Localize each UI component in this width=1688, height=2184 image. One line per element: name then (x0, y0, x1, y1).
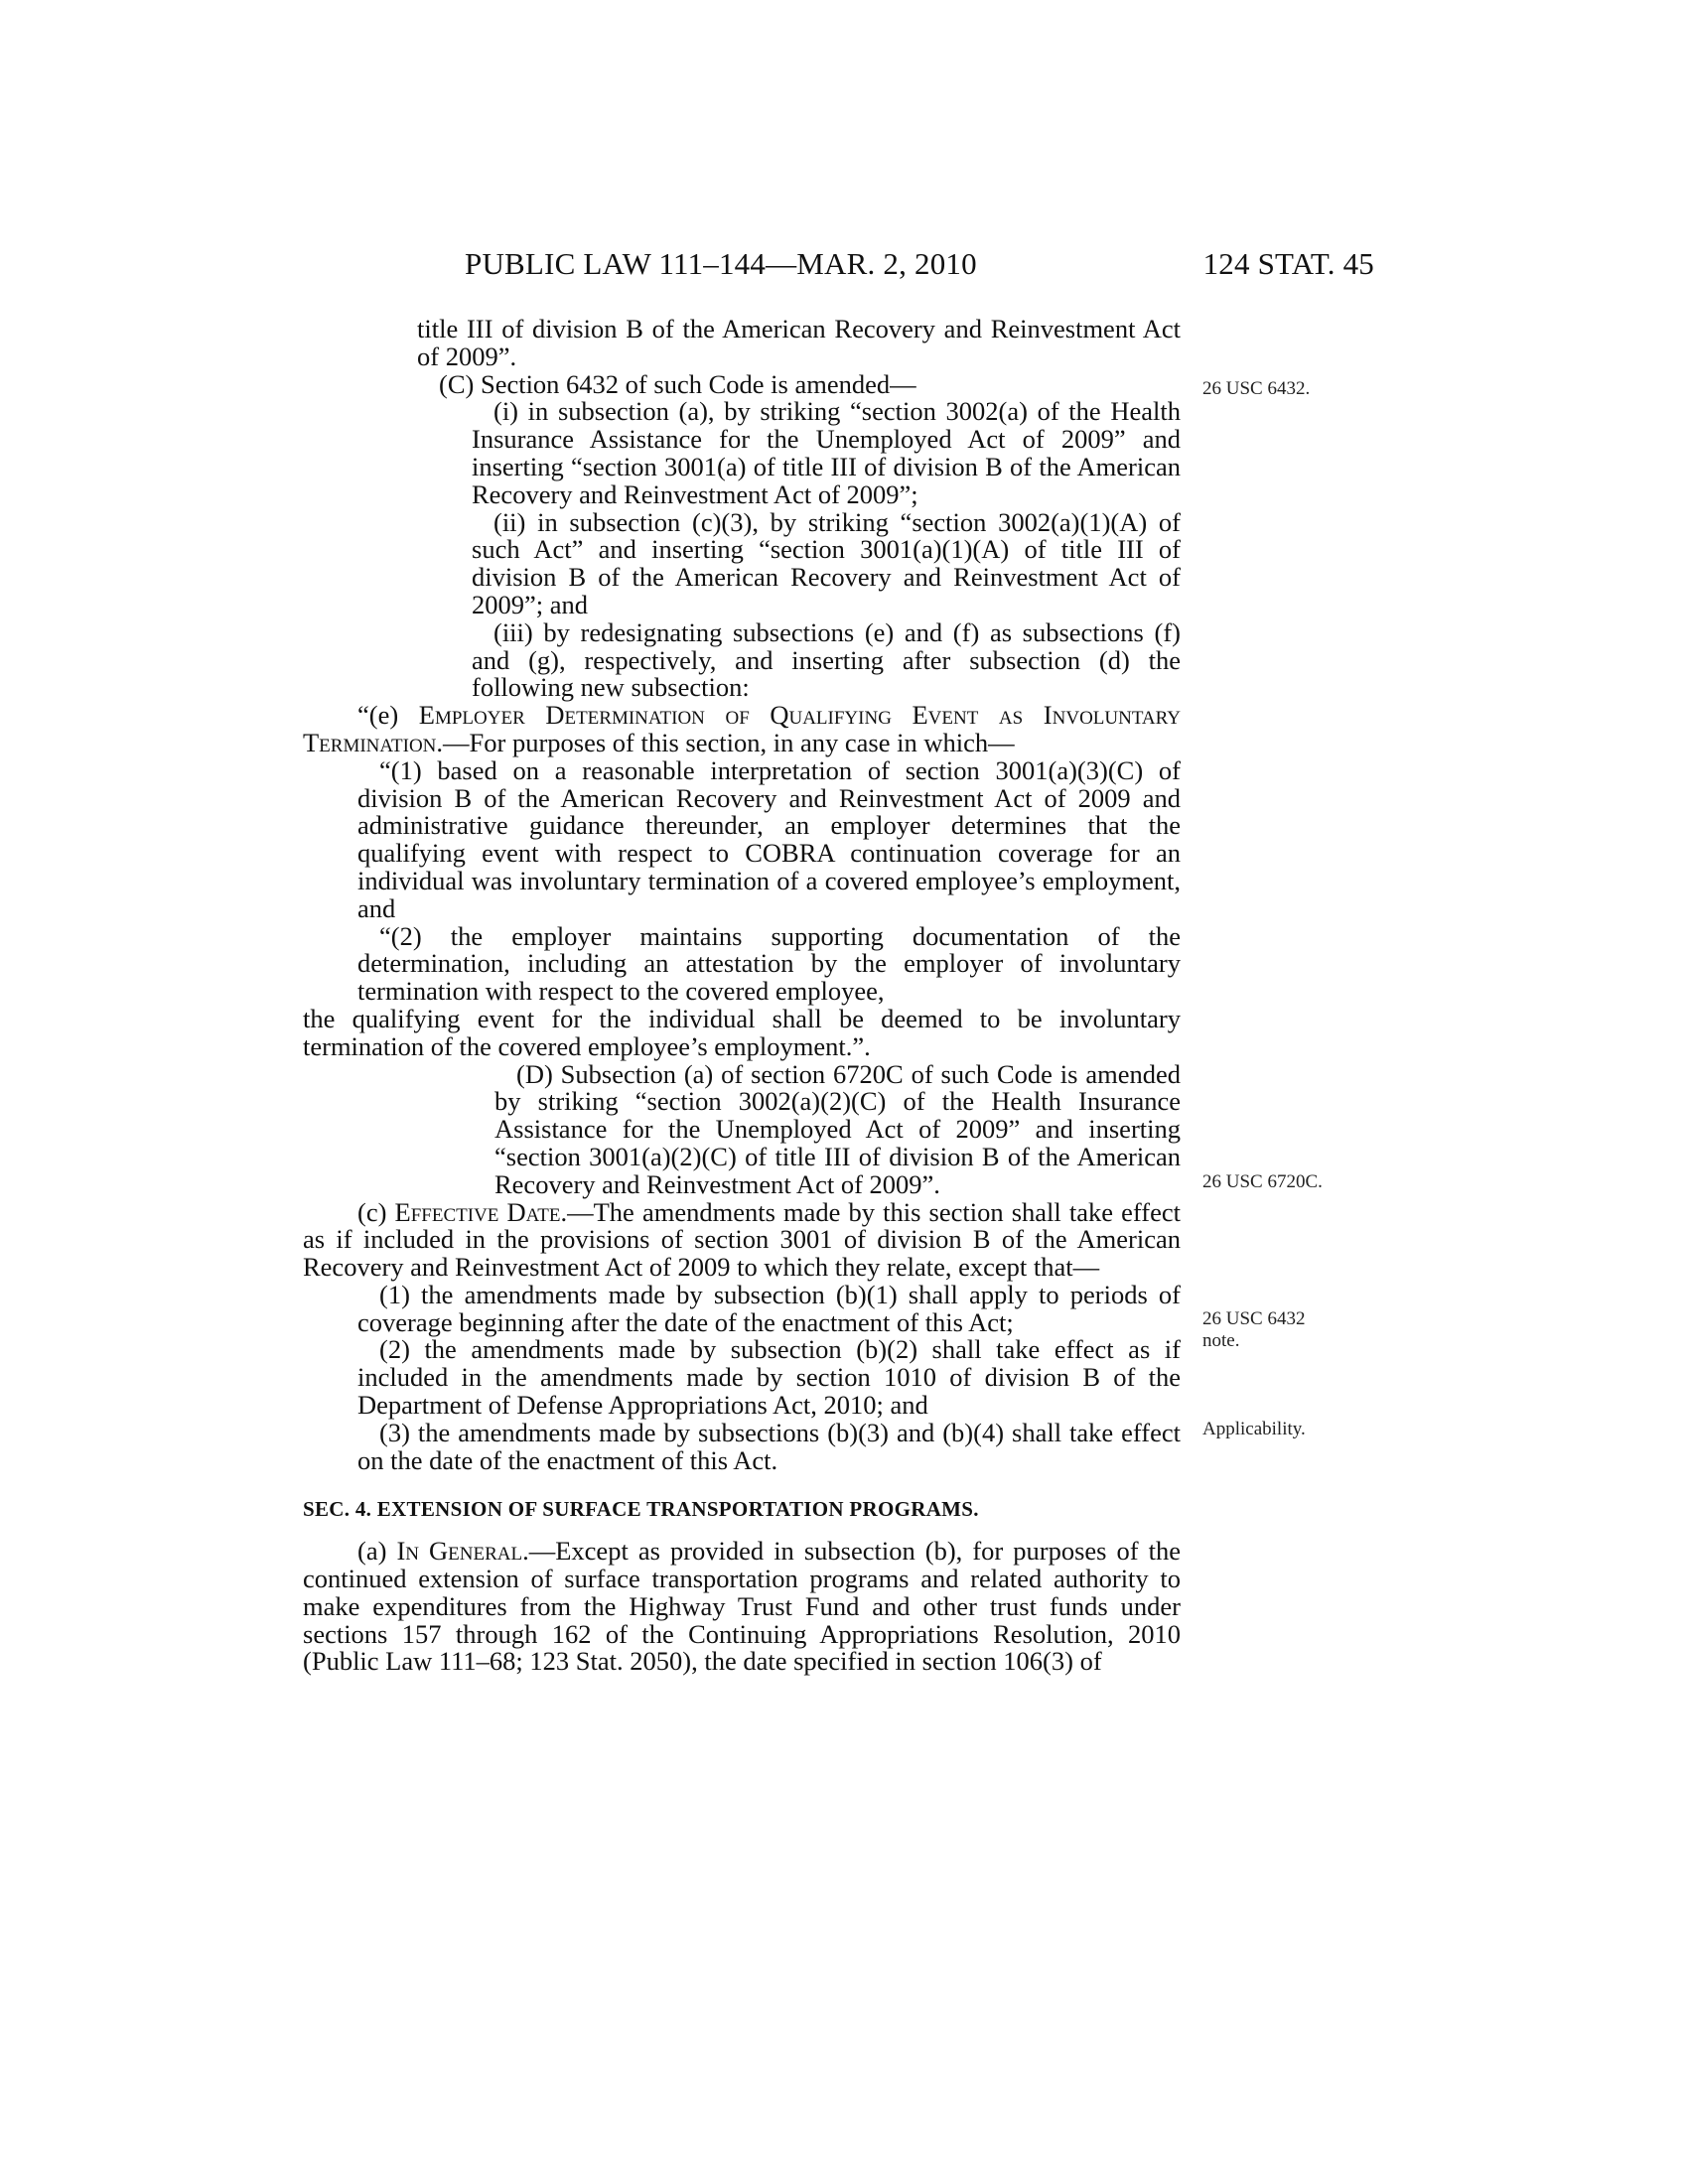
paragraph: title III of division B of the American Recovery and Reinvestment Act of 2009”. (417, 314, 1181, 371)
margin-note-usc-6432-note: 26 USC 6432 note. (1202, 1308, 1306, 1351)
paragraph: “(1) based on a reasonable interpretation of section 3001(a)(3)(C) of division B of the American Recovery and Reinvestment Act of 2009 and administrative guidance thereunder, an employer determines that the qualifying event with respect to COBRA continuation coverage for an individual was involuntary termination of a covered employee’s employment, and (357, 754, 1181, 923)
paragraph: the qualifying event for the individual shall be deemed to be involuntary termination of the covered employee’s employment.”. (303, 1003, 1181, 1061)
lead: (a) (357, 1536, 397, 1567)
paragraph-with-heading (303, 702, 1181, 757)
lead: (c) (357, 1196, 395, 1227)
paragraph: (3) the amendments made by subsections (b)(3) and (b)(4) shall take effect on the date of the enactment of this Act. (357, 1417, 1181, 1475)
section-heading: SEC. 4. EXTENSION OF SURFACE TRANSPORTATION PROGRAMS. (303, 1497, 979, 1522)
lead: “(e) (357, 700, 419, 731)
paragraph-text: .—For purposes of this section, in any case in which— (436, 727, 1015, 757)
paragraph: (2) the amendments made by subsection (b)(2) shall take effect as if included in the amendments made by section 1010 of division B of the Department of Defense Appropriations Act, 2010; and (357, 1334, 1181, 1421)
paragraph-with-heading (303, 1196, 1181, 1283)
paragraph-with-heading (303, 1538, 1181, 1676)
running-head-title: PUBLIC LAW 111–144—MAR. 2, 2010 (465, 246, 977, 281)
paragraph: “(2) the employer maintains supporting documentation of the determination, including an attestation by the employer of involuntary termination with respect to the covered employee, (357, 920, 1181, 1007)
margin-note-usc-6432: 26 USC 6432. (1202, 378, 1311, 399)
margin-note-usc-6720c: 26 USC 6720C. (1202, 1171, 1323, 1192)
paragraph: (C) Section 6432 of such Code is amended— (439, 368, 916, 399)
paragraph: (iii) by redesignating subsections (e) and (f) as subsections (f) and (g), respectively, and inserting after subsection (d) the following new subsection: (472, 616, 1181, 703)
paragraph: (1) the amendments made by subsection (b)(1) shall apply to periods of coverage beginning after the date of the enactment of this Act; (357, 1279, 1181, 1337)
paragraph: (D) Subsection (a) of section 6720C of such Code is amended by striking “section 3002(a)(2)(C) of the Health Insurance Assistance for the Unemployed Act of 2009” and inserting “section 3001(a)(2)(C) of title III of division B of the American Recovery and Reinvestment Act of 2009”. (494, 1058, 1181, 1199)
inline-heading: In General (396, 1536, 523, 1567)
statute-body (303, 316, 1181, 1676)
paragraph: (i) in subsection (a), by striking “section 3002(a) of the Health Insurance Assistance for the Unemployed Act of 2009” and inserting “section 3001(a) of title III of division B of the American Recovery and Reinvestment Act of 2009”; (472, 396, 1181, 509)
paragraph: (ii) in subsection (c)(3), by striking “section 3002(a)(1)(A) of such Act” and inserting “section 3001(a)(1)(A) of title III of division B of the American Recovery and Reinvestment Act of 2009”; and (472, 506, 1181, 619)
running-head-page-ref: 124 STAT. 45 (1202, 246, 1374, 281)
paragraph-text: .—The amendments made by this section shall take effect as if included in the provisions of section 3001 of division B of the American Recovery and Reinvestment Act of 2009 to which they relate, except that— (303, 1196, 1181, 1283)
inline-heading: Effective Date (394, 1196, 561, 1227)
paragraph-text: .—Except as provided in subsection (b), for purposes of the continued extension of surface transportation programs and related authority to make expenditures from the Highway Trust Fund and other trust funds under sections 157 through 162 of the Continuing Appropriations Resolution, 2010 (Public Law 111–68; 123 Stat. 2050), the date specified in section 106(3) of (303, 1536, 1181, 1677)
inline-heading: Employer Determination of Qualifying Event as Involuntary Termination (303, 700, 1181, 757)
margin-note-applicability: Applicability. (1202, 1419, 1306, 1439)
